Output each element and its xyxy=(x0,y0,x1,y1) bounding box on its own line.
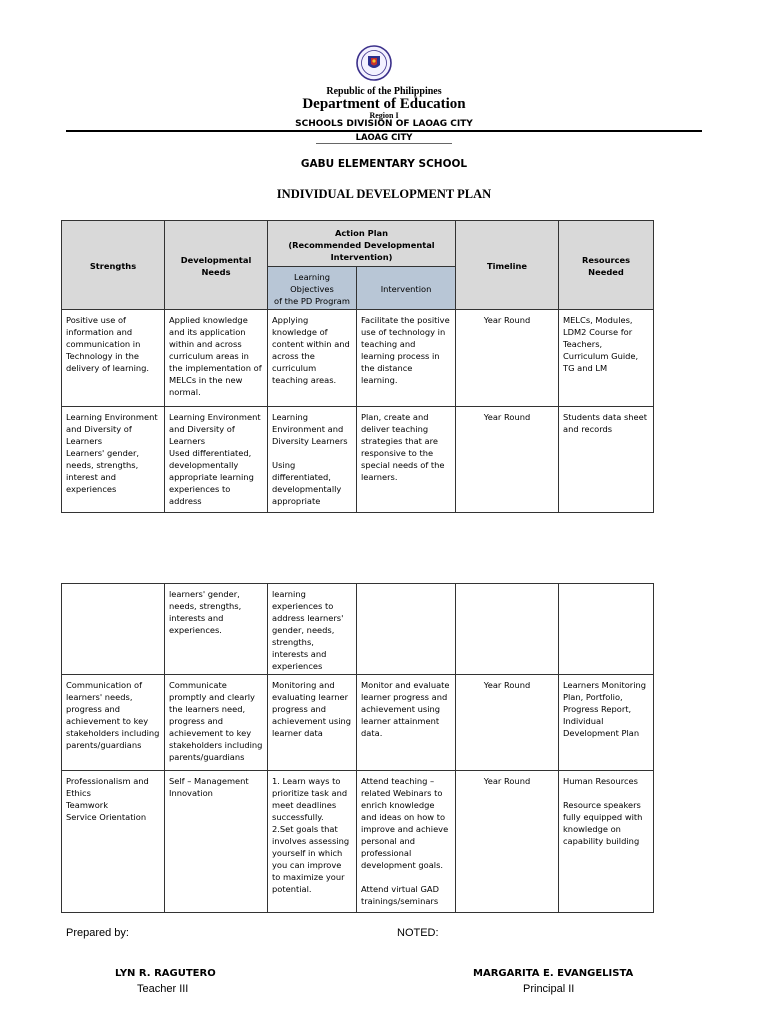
republic-line: Republic of the Philippines xyxy=(326,86,442,97)
cell-strengths: Communication of learners' needs, progress and achievement to key stakeholders including parents/guardians xyxy=(62,675,165,771)
cell-objectives: Applying knowledge of content within and across the curriculum teaching areas. xyxy=(268,310,357,407)
table-row xyxy=(62,584,654,675)
idp-table-page2 xyxy=(61,583,654,913)
table-row xyxy=(62,675,654,771)
city-line: LAOAG CITY xyxy=(355,133,413,143)
cell-resources xyxy=(559,584,654,675)
header-strengths: Strengths xyxy=(62,221,165,310)
cell-resources: Students data sheet and records xyxy=(559,407,654,513)
preparer-title: Teacher III xyxy=(137,983,189,995)
header-intervention: Intervention xyxy=(357,267,456,310)
cell-objectives: Monitoring and evaluating learner progress and achievement using learner data xyxy=(268,675,357,771)
table-row xyxy=(62,771,654,913)
header-timeline: Timeline xyxy=(456,221,559,310)
document-title: INDIVIDUAL DEVELOPMENT PLAN xyxy=(276,187,492,201)
department-title: Department of Education xyxy=(302,96,466,112)
header-learning-objectives: Learning Objectives of the PD Program xyxy=(268,267,357,310)
cell-strengths: Learning Environment and Diversity of Learners Learners' gender, needs, strengths, interest and experiences xyxy=(62,407,165,513)
cell-resources: Learners Monitoring Plan, Portfolio, Progress Report, Individual Development Plan xyxy=(559,675,654,771)
cell-objectives: learning experiences to address learners' gender, needs, strengths, interests and experiences xyxy=(268,584,357,675)
noter-title: Principal II xyxy=(523,983,575,995)
cell-needs: Communicate promptly and clearly the learners need, progress and achievement to key stakeholders including parents/guardians xyxy=(165,675,268,771)
cell-intervention: Facilitate the positive use of technology in teaching and learning process in the distance learning. xyxy=(357,310,456,407)
cell-needs: Self – Management Innovation xyxy=(165,771,268,913)
table-row xyxy=(62,310,654,407)
cell-strengths xyxy=(62,584,165,675)
cell-resources: MELCs, Modules, LDM2 Course for Teachers, Curriculum Guide, TG and LM xyxy=(559,310,654,407)
noted-label: NOTED: xyxy=(397,927,439,939)
header-developmental-needs: Developmental Needs xyxy=(165,221,268,310)
cell-needs: Learning Environment and Diversity of Learners Used differentiated, developmentally appropriate learning experiences to address xyxy=(165,407,268,513)
cell-intervention: Monitor and evaluate learner progress and achievement using learner attainment data. xyxy=(357,675,456,771)
header-resources: Resources Needed xyxy=(559,221,654,310)
cell-timeline: Year Round xyxy=(456,675,559,771)
cell-intervention: Plan, create and deliver teaching strategies that are responsive to the special needs of the learners. xyxy=(357,407,456,513)
header-action-plan: Action Plan (Recommended Developmental Intervention) xyxy=(268,221,456,267)
cell-resources: Human Resources Resource speakers fully equipped with knowledge on capability building xyxy=(559,771,654,913)
cell-timeline: Year Round xyxy=(456,310,559,407)
division-line: SCHOOLS DIVISION OF LAOAG CITY xyxy=(295,119,473,129)
header-rule-thick xyxy=(66,130,702,132)
cell-timeline xyxy=(456,584,559,675)
cell-needs: learners' gender, needs, strengths, interests and experiences. xyxy=(165,584,268,675)
cell-objectives: 1. Learn ways to prioritize task and meet deadlines successfully. 2.Set goals that involves assessing yourself in which you can improve to maximize your potential. xyxy=(268,771,357,913)
cell-needs: Applied knowledge and its application within and across curriculum areas in the implementation of MELCs in the new normal. xyxy=(165,310,268,407)
idp-table-page1 xyxy=(61,220,654,513)
noter-name: MARGARITA E. EVANGELISTA xyxy=(473,968,634,979)
cell-timeline: Year Round xyxy=(456,407,559,513)
cell-intervention: Attend teaching – related Webinars to enrich knowledge and ideas on how to improve and achieve personal and professional development goals. Attend virtual GAD trainings/seminars xyxy=(357,771,456,913)
header-rule-thin xyxy=(316,143,452,144)
cell-strengths: Positive use of information and communication in Technology in the delivery of learning. xyxy=(62,310,165,407)
region-line: Region I xyxy=(369,111,399,120)
prepared-by-label: Prepared by: xyxy=(66,927,129,939)
preparer-name: LYN R. RAGUTERO xyxy=(115,968,216,979)
cell-timeline: Year Round xyxy=(456,771,559,913)
cell-intervention xyxy=(357,584,456,675)
deped-seal-icon xyxy=(356,43,392,83)
cell-objectives: Learning Environment and Diversity Learners Using differentiated, developmentally appropriate xyxy=(268,407,357,513)
table-row xyxy=(62,407,654,513)
school-name: GABU ELEMENTARY SCHOOL xyxy=(300,158,468,170)
cell-strengths: Professionalism and Ethics Teamwork Service Orientation xyxy=(62,771,165,913)
